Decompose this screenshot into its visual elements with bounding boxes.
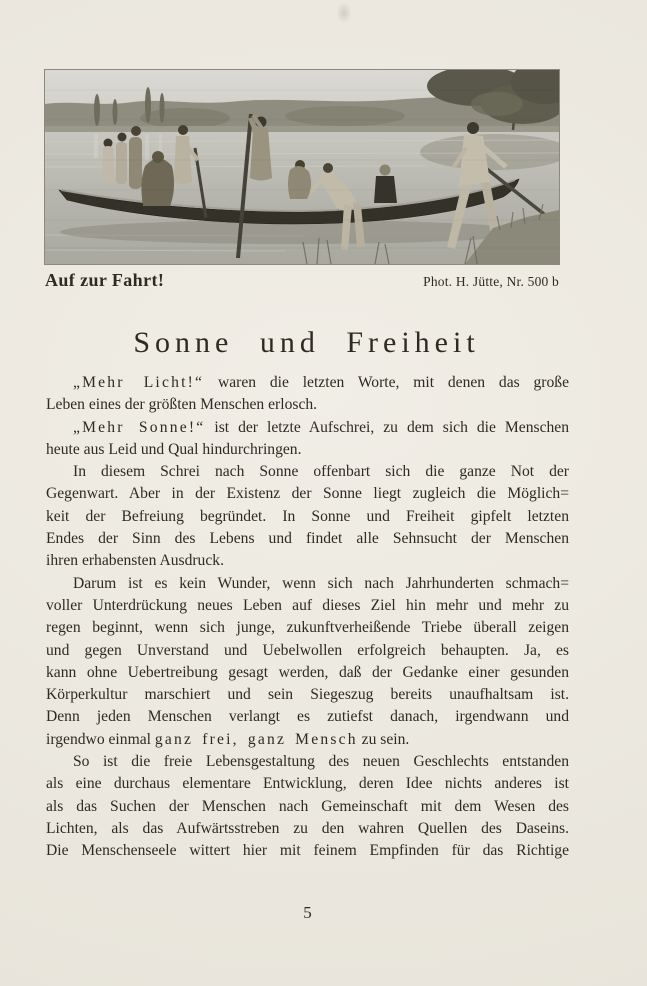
photo-caption: Auf zur Fahrt! xyxy=(45,270,165,290)
paragraph-2 xyxy=(46,417,569,462)
spaced-text: „Mehr Sonne!“ xyxy=(73,418,206,436)
paragraph-1 xyxy=(46,372,569,417)
paper-smudge xyxy=(336,2,352,24)
text-line: Denn jeden Menschen verlangt es zutiefst danach, irgendwann und xyxy=(46,708,569,726)
paragraph-5 xyxy=(46,751,569,862)
article-body xyxy=(46,372,569,863)
text-line: Lichten, als das Aufwärtsstreben zu den wahren Quellen des Daseins. xyxy=(46,819,569,837)
boat-photo-illustration xyxy=(45,70,559,264)
text-line: Körperkultur marschiert und sein Siegeszug bereits unaufhaltsam ist. xyxy=(46,686,569,704)
page-number: 5 xyxy=(303,903,312,922)
text-line: So ist die freie Lebensgestaltung des neuen Geschlechts entstanden xyxy=(73,753,569,771)
photo-captions xyxy=(45,270,559,291)
article-title: Sonne und Freiheit xyxy=(133,326,480,359)
text-line: heute aus Leid und Qual hindurchringen. xyxy=(46,440,302,458)
text-line: ihren erhabensten Ausdruck. xyxy=(46,552,224,570)
text-line: Leben eines der größten Menschen erlosch. xyxy=(46,396,318,414)
text-line xyxy=(46,372,569,394)
paragraph-3 xyxy=(46,461,569,572)
spaced-text: „Mehr Licht!“ xyxy=(73,374,205,391)
text-line: voller Unterdrückung neues Leben auf dieses Ziel hin mehr und mehr zu xyxy=(46,596,569,614)
text-line: Endes der Sinn des Lebens und findet alle Sehnsucht der Menschen xyxy=(46,530,569,548)
text-line: Gegenwart. Aber in der Existenz der Sonne liegt zugleich die Möglich= xyxy=(46,485,569,503)
text-segment: ist der letzte Aufschrei, zu dem sich die Menschen xyxy=(205,418,570,436)
text-line: als eine durchaus elementare Entwicklung, deren Idee nichts anderes ist xyxy=(46,775,569,793)
text-line: und gegen Unverstand und Uebelwollen erfolgreich behaupten. Ja, es xyxy=(46,641,569,659)
boat-photo xyxy=(45,70,559,264)
text-line: Darum ist es kein Wunder, wenn sich nach Jahrhunderten schmach= xyxy=(73,574,569,592)
text-line: regen beginnt, wenn sich junge, zukunftverheißende Triebe überall zeigen xyxy=(46,619,569,637)
text-segment: waren die letzten Worte, mit denen das große xyxy=(204,374,569,391)
text-line: keit der Befreiung begründet. In Sonne und Freiheit gipfelt letzten xyxy=(46,507,569,525)
text-segment: irgendwo einmal xyxy=(46,730,155,748)
text-line: In diesem Schrei nach Sonne offenbart sich die ganze Not der xyxy=(73,463,569,481)
text-line: als das Suchen der Menschen nach Gemeinschaft mit dem Wesen des xyxy=(46,797,569,815)
photo-credit: Phot. H. Jütte, Nr. 500 b xyxy=(423,274,559,289)
spaced-text: ganz frei, ganz Mensch xyxy=(154,730,358,748)
text-line: kann ohne Uebertreibung gesagt werden, daß der Gedanke einer gesunden xyxy=(46,663,569,681)
text-line xyxy=(46,729,569,751)
paragraph-4 xyxy=(46,573,569,751)
text-line xyxy=(46,417,569,439)
text-segment: zu sein. xyxy=(357,730,410,748)
text-line: Die Menschenseele wittert hier mit feinem Empfinden für das Richtige xyxy=(46,842,569,860)
